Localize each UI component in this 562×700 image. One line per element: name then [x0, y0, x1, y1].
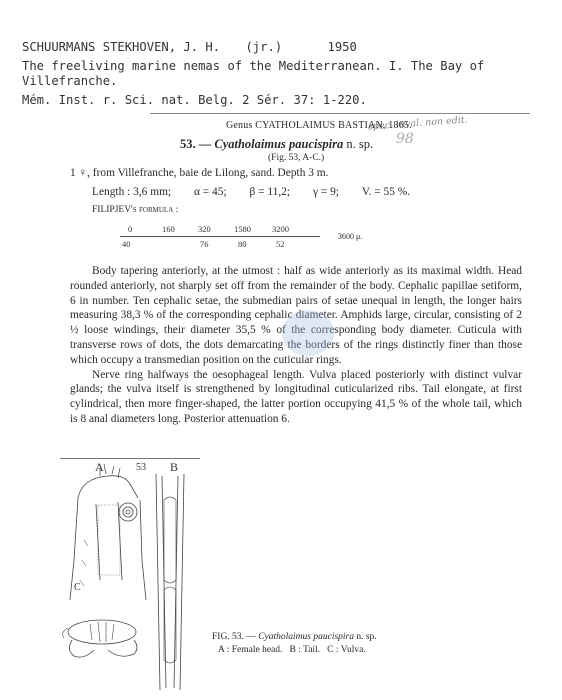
figure-top-rule [60, 458, 200, 459]
figure-label-a: A [95, 460, 104, 474]
species-suffix: n. sp. [346, 137, 374, 151]
formula-table [120, 224, 330, 254]
formula-bottom-2: 76 [200, 239, 209, 249]
species-heading [180, 137, 373, 152]
caption-suffix: n. sp. [356, 632, 377, 642]
formula-bottom-4: 52 [276, 239, 285, 249]
caption-fig-number: FIG. 53. — [212, 632, 256, 642]
formula-bottom-0: 40 [122, 239, 131, 249]
citation-title-line1: The freeliving marine nemas of the Mediterranean. I. The Bay of [22, 59, 485, 73]
measure-gamma: γ = 9; [312, 186, 339, 198]
formula-top-4: 3200 [272, 224, 289, 234]
formula-top-3: 1580 [234, 224, 251, 234]
formula-top-1: 160 [162, 224, 175, 234]
formula-top-0: 0 [128, 224, 133, 234]
caption-species: Cyatholaimus paucispira [258, 632, 354, 642]
measure-length: Length : 3,6 mm; [92, 186, 172, 198]
drawing-female-head [70, 464, 146, 600]
citation-authors [22, 40, 357, 54]
citation-journal: Mém. Inst. r. Sci. nat. Belg. 2 Sér. 37: 1-220. [22, 93, 367, 107]
formula-total: 3600 μ. [338, 232, 363, 241]
figure-caption [212, 632, 377, 642]
handwritten-note: spec. inval. non edit. [367, 114, 469, 133]
formula-bottom-3: 80 [238, 239, 247, 249]
paragraph-2: Nerve ring halfways the oesophageal length. Vulva placed posteriorly with distinct vulvar glands; the vulva itself is strengthened by longitudinal cuticularized ribs. Tail elongate, at first cylindrical, then more finger-shaped, the latter portion occupying 41,5 % of the whole tail, which is 8 anal diameters long. Posterior attenuation 6. [70, 368, 522, 425]
citation-year: 1950 [327, 40, 357, 54]
measure-beta: β = 11,2; [249, 186, 291, 198]
species-name: Cyatholaimus paucispira [214, 137, 344, 151]
citation-suffix: (jr.) [245, 40, 283, 54]
formula-top-2: 320 [198, 224, 211, 234]
handwritten-page-number: 98 [396, 131, 414, 147]
species-number: 53. — [180, 137, 212, 151]
genus-heading: Genus CYATHOLAIMUS BASTIAN, 1865. [226, 120, 412, 131]
paragraph-1: Body tapering anteriorly, at the utmost : half as wide anteriorly as its maximal width. Head rounded anteriorly, not sharply set off from the remainder of the body. Cephalic papillae setiform, 6 in number. Ten cephalic setae, the submedian pairs of setae unequal in length, the longer hairs measuring 38,3 % of the corresponding cephalic diameter. Amphids large, circular, consisting of 2 ½ loose windings, their diameter 35,5 % of the corresponding body diameter. Cuticula with transverse rows of dots, the dots demarcating the borders of the rings distinctly finer than those which occupy a transmedian position on the cuticular rings. [70, 265, 522, 366]
figure-label-b: B [170, 460, 179, 474]
stamp-watermark [282, 310, 334, 356]
figure-caption-parts: A : Female head. B : Tail. C : Vulva. [218, 645, 366, 655]
formula-rule [120, 236, 320, 237]
measure-v: V. = 55 %. [361, 186, 411, 198]
figure-reference: (Fig. 53, A-C.) [268, 153, 325, 163]
drawing-tail [156, 474, 184, 690]
figure-label-number: 53 [136, 462, 146, 473]
formula-label: FILIPJEV's formula : [92, 205, 179, 215]
figure-label-c: C [74, 582, 81, 593]
measure-alpha: α = 45; [193, 186, 227, 198]
drawing-vulva [63, 620, 137, 657]
header-rule [150, 113, 530, 114]
citation-author-names: SCHUURMANS STEKHOVEN, J. H. [22, 40, 221, 54]
citation-title-line2: Villefranche. [22, 74, 118, 88]
measurements-line [92, 186, 410, 198]
specimen-line: 1 ♀, from Villefranche, baie de Lilong, sand. Depth 3 m. [70, 167, 329, 179]
